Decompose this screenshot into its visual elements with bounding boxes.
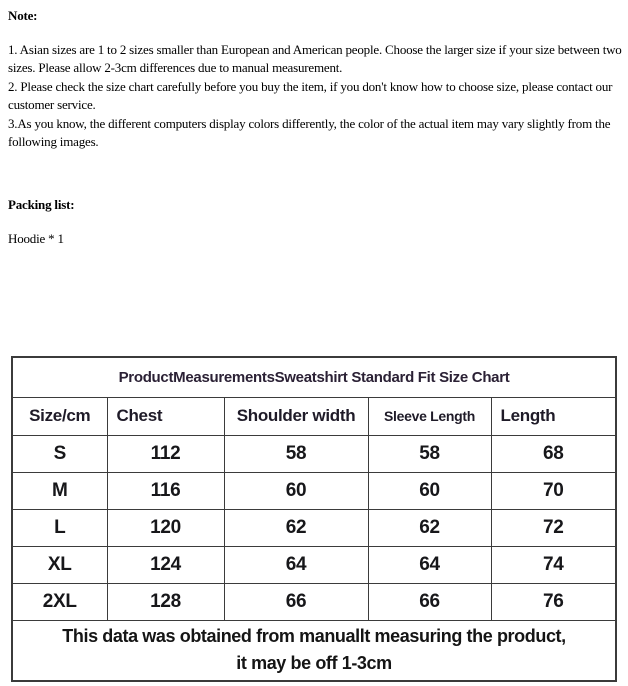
cell-size: S [12,435,107,472]
table-row-2xl [12,583,616,620]
cell-length: 74 [491,546,616,583]
column-header-size: Size/cm [12,397,107,435]
size-chart-header-row [12,397,616,435]
cell-size: XL [12,546,107,583]
cell-sleeve: 58 [368,435,491,472]
packing-list-heading: Packing list: [8,197,75,212]
note-item-2: 2. Please check the size chart carefully before you buy the item, if you don't know how to choose size, please contact our customer service. [8,78,613,112]
column-header-length: Length [491,397,616,435]
column-header-shoulder-width: Shoulder width [224,397,368,435]
cell-shoulder: 62 [224,509,368,546]
cell-shoulder: 58 [224,435,368,472]
table-row-xl [12,546,616,583]
note-item-1: 1. Asian sizes are 1 to 2 sizes smaller than European and American people. Choose the larger size if your size between two sizes. Please allow 2-3cm differences due to manual measurement. [8,41,622,75]
note-section [8,7,622,152]
note-item-3: 3.As you know, the different computers display colors differently, the color of the actual item may vary slightly from the following images. [8,115,611,149]
cell-size: L [12,509,107,546]
packing-list-section [8,196,622,248]
size-chart-table [11,356,617,682]
cell-chest: 116 [107,472,224,509]
size-chart [11,356,617,682]
cell-chest: 128 [107,583,224,620]
disclaimer-line-2: it may be off 1-3cm [236,653,392,674]
cell-chest: 124 [107,546,224,583]
cell-size: M [12,472,107,509]
note-heading: Note: [8,8,38,23]
cell-sleeve: 66 [368,583,491,620]
cell-length: 72 [491,509,616,546]
cell-sleeve: 62 [368,509,491,546]
size-chart-title-row [12,357,616,397]
cell-sleeve: 60 [368,472,491,509]
cell-sleeve: 64 [368,546,491,583]
size-chart-footer-row [12,620,616,681]
cell-shoulder: 64 [224,546,368,583]
cell-chest: 120 [107,509,224,546]
cell-length: 68 [491,435,616,472]
table-row-m [12,472,616,509]
column-header-sleeve-length: Sleeve Length [368,397,491,435]
cell-length: 70 [491,472,616,509]
cell-chest: 112 [107,435,224,472]
cell-shoulder: 66 [224,583,368,620]
packing-list-item: Hoodie * 1 [8,231,64,246]
cell-length: 76 [491,583,616,620]
disclaimer-line-1: This data was obtained from manuallt measuring the product, [62,626,566,647]
table-row-s [12,435,616,472]
table-row-l [12,509,616,546]
cell-size: 2XL [12,583,107,620]
size-chart-title: ProductMeasurementsSweatshirt Standard Fit Size Chart [12,357,616,397]
size-chart-disclaimer [12,620,616,681]
column-header-chest: Chest [107,397,224,435]
cell-shoulder: 60 [224,472,368,509]
